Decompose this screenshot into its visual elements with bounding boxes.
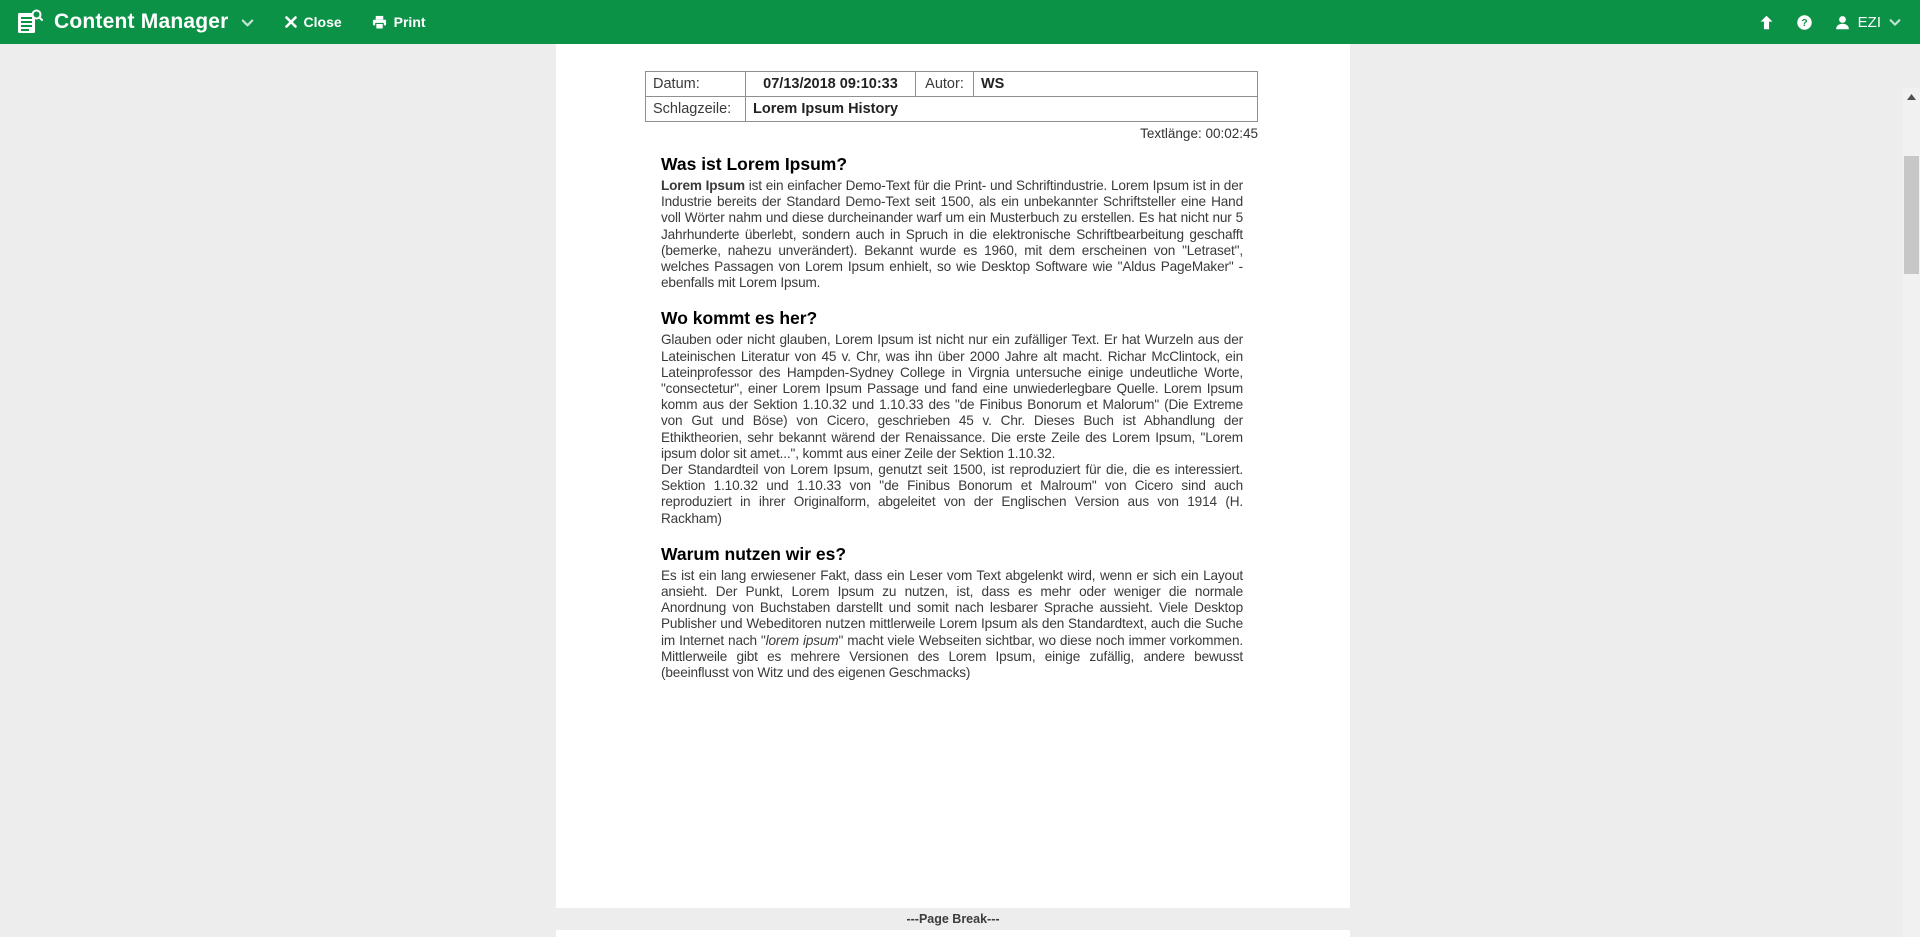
- page-break-label: ---Page Break---: [906, 912, 1000, 926]
- print-button[interactable]: [372, 14, 426, 30]
- paragraph: Der Standardteil von Lorem Ipsum, genutzt seit 1500, ist reproduziert für die, die es interessiert. Sektion 1.10.32 und 1.10.33 von "de Finibus Bonorum et Malroum" von Cicero sind auch reproduziert in ihrer Originalform, abgeleitet von der Englischen Version aus von 1914 (H. Rackham): [661, 462, 1243, 526]
- metadata-table: [645, 71, 1258, 122]
- user-menu[interactable]: [1834, 14, 1902, 31]
- datum-label: Datum:: [646, 72, 746, 97]
- autor-label: Autor:: [916, 72, 974, 97]
- section-heading: Was ist Lorem Ipsum?: [661, 154, 848, 174]
- section-heading: Warum nutzen wir es?: [661, 543, 847, 564]
- datum-value: 07/13/2018 09:10:33: [746, 72, 916, 97]
- app-header: [0, 0, 1920, 44]
- document-page-1: [556, 44, 1350, 908]
- autor-value: WS: [974, 72, 1258, 97]
- table-row: [646, 72, 1258, 97]
- table-row: [646, 97, 1258, 122]
- document-sections: [661, 154, 1243, 681]
- schlagzeile-value: Lorem Ipsum History: [746, 97, 1258, 122]
- paragraph: Es ist ein lang erwiesener Fakt, dass ein Leser vom Text abgelenkt wird, wenn er sich ein Layout ansieht. Der Punkt, Lorem Ipsum zu nutzen, ist, dass es mehr oder weniger die normale Anordnung von Buchstaben darstellt und somit nach lesbarer Sprache aussieht. Viele Desktop Publisher und Webeditoren nutzen mittlerweile Lorem Ipsum als den Standardtext, auch die Suche im Internet nach "lorem ipsum" macht viele Webseiten sichtbar, wo diese noch immer vorkommen. Mittlerweile gibt es mehrere Versionen des Lorem Ipsum, einige zufällig, andere bewusst (beeinflusst von Witz und des eigenen Geschmacks): [661, 567, 1243, 681]
- vertical-scrollbar[interactable]: [1903, 88, 1920, 937]
- close-icon: [285, 16, 297, 28]
- schlagzeile-label: Schlagzeile:: [646, 97, 746, 122]
- scrollbar-thumb[interactable]: [1904, 156, 1919, 274]
- svg-text:?: ?: [1801, 17, 1808, 29]
- document-page-2: [556, 930, 1350, 937]
- up-arrow-icon[interactable]: [1758, 14, 1775, 31]
- printer-icon: [372, 15, 387, 30]
- person-icon: [1834, 14, 1851, 31]
- print-button-label: Print: [393, 14, 426, 30]
- chevron-down-icon: [1888, 15, 1902, 29]
- paragraph: Lorem Ipsum ist ein einfacher Demo-Text für die Print- und Schriftindustrie. Lorem Ipsum ist in der Industrie bereits der Standard Demo-Text seit 1500, als ein unbekannter Schriftsteller eine Hand voll Wörter nahm und diese durcheinander warf um ein Musterbuch zu erstellen. Es hat nicht nur 5 Jahrhunderte überlebt, sondern auch in Spruch in die elektronische Schriftbearbeitung geschafft (bemerke, nahezu unverändert). Bekannt wurde es 1960, mit dem erscheinen von "Letraset", welches Passagen von Lorem Ipsum enhielt, so wie Desktop Software wie "Aldus PageMaker" - ebenfalls mit Lorem Ipsum.: [661, 178, 1243, 291]
- paragraph: Glauben oder nicht glauben, Lorem Ipsum ist nicht nur ein zufälliger Text. Er hat Wurzeln aus der Lateinischen Literatur von 45 v. Chr, was ihn über 2000 Jahre alt macht. Richar McClintock, ein Lateinprofessor des Hampden-Sydney College in Virgnia untersuche einige undeutliche Worte, "consectetur", einer Lorem Ipsum Passage und fand eine unwiederlegbare Quelle. Lorem Ipsum komm aus der Sektion 1.10.32 und 1.10.33 des "de Finibus Bonorum et Malorum" (Die Extreme von Gut und Böse) von Cicero, geschrieben 45 v. Chr. Dieses Buch ist Abhandlung der Ethiktheorien, sehr bekannt wärend der Renaissance. Die erste Zeile des Lorem Ipsum, "Lorem ipsum dolor sit amet...", kommt aus einer Zeile der Sektion 1.10.32.: [661, 332, 1243, 461]
- section-heading: Wo kommt es her?: [661, 308, 818, 329]
- close-button-label: Close: [303, 14, 342, 30]
- chevron-down-icon[interactable]: [240, 15, 255, 30]
- close-button[interactable]: [285, 14, 342, 30]
- header-actions: [1758, 14, 1906, 31]
- content-manager-icon: [14, 7, 44, 37]
- scroll-up-icon[interactable]: [1903, 88, 1920, 105]
- username-label: EZI: [1857, 13, 1881, 31]
- text-length-label: Textlänge: 00:02:45: [1140, 126, 1258, 141]
- help-icon[interactable]: [1796, 14, 1813, 31]
- preview-area: [0, 44, 1920, 937]
- page-title: Content Manager: [54, 10, 229, 33]
